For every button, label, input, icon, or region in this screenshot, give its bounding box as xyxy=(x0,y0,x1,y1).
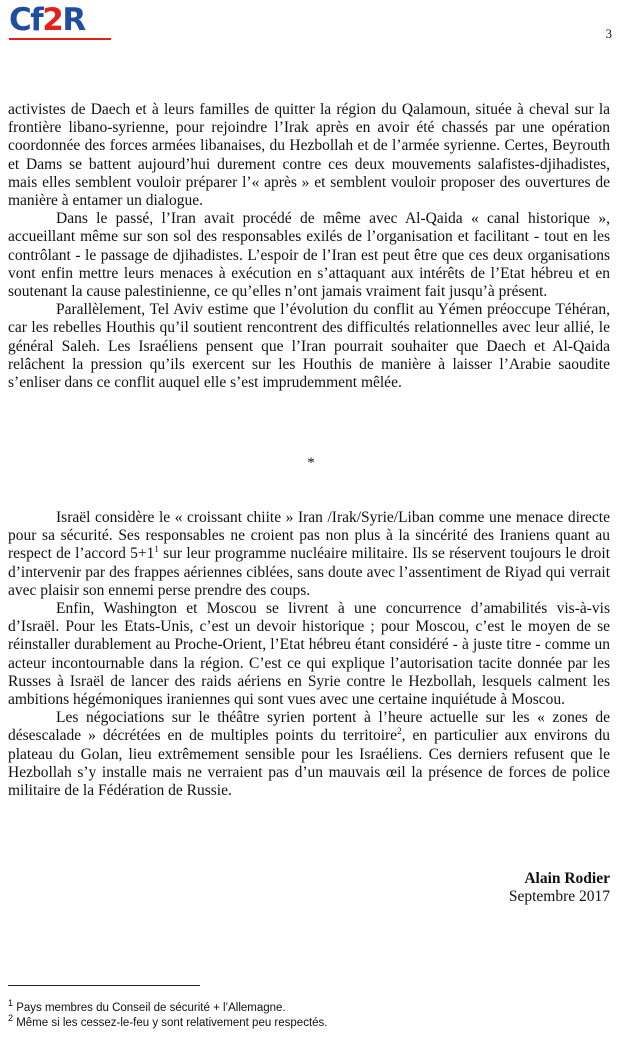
paragraph-text: Israël considère le « croissant chiite » Iran /Irak/Syrie/Liban comme une menace directe pour sa sécurité. Ses responsables ne croient pas non plus à la sincérité des Iraniens quant au respect de l’accord 5+1 xyxy=(8,509,610,563)
paragraph: activistes de Daech et à leurs familles de quitter la région du Qalamoun, située à cheval sur la frontière libano-syrienne, pour rejoindre l’Irak après en avoir été chassés par une opération coordonnée des forces armées libanaises, du Hezbollah et de l’armée syrienne. Certes, Beyrouth et Dams se battent aujourd’hui durement contre ces deux mouvements salafistes-djihadistes, mais elles semblent vouloir préparer l’« après » et semblent vouloir proposer des ouvertures de manière à entamer un dialogue. xyxy=(8,101,610,210)
signature xyxy=(509,870,610,906)
footnote-ref[interactable]: 1 xyxy=(154,544,159,555)
logo-text-cf: Cf xyxy=(9,2,43,38)
cf2r-logo xyxy=(9,2,111,38)
footnote-ref[interactable]: 2 xyxy=(397,726,402,737)
paragraph-text: Les négociations sur le théâtre syrien portent à l’heure actuelle sur les « zones de désescalade » décrétées en de multiples points du territoire xyxy=(8,709,610,745)
footnote-text: Pays membres du Conseil de sécurité + l’Allemagne. xyxy=(13,1002,286,1014)
paragraph: Parallèlement, Tel Aviv estime que l’évolution du conflit au Yémen préoccupe Téhéran, car les rebelles Houthis qu’il soutient rencontrent des difficultés relationnelles avec leur allié, le général Saleh. Les Israéliens pensent que l’Iran pourrait souhaiter que Daech et Al-Qaida relâchent la pression qu’ils exercent sur les Houthis de manière à laisser l’Arabie saoudite s’enliser dans ce conflit auquel elle s’est imprudemment mêlée. xyxy=(8,301,610,392)
footnote xyxy=(8,998,327,1016)
logo-text-2: 2 xyxy=(42,2,63,38)
logo-underline xyxy=(9,38,111,40)
footnotes xyxy=(8,998,328,1031)
signature-date: Septembre 2017 xyxy=(508,888,610,906)
footnote-divider xyxy=(8,985,200,986)
page-number: 3 xyxy=(605,26,612,41)
logo-text-r: R xyxy=(62,2,85,38)
paragraph: Dans le passé, l’Iran avait procédé de même avec Al-Qaida « canal historique », accueillant même sur son sol des responsables exilés de l’organisation et facilitant - tout en les contrôlant - le passage de djihadistes. L’espoir de l’Iran est peut être que ces deux organisations vont enfin mettre leurs menaces à exécution en s’attaquant aux intérêts de l’Etat hébreu et en soutenant la cause palestinienne, ce qu’elles n’ont jamais vraiment fait jusqu’à présent. xyxy=(8,210,610,301)
author-name: Alain Rodier xyxy=(524,870,610,887)
paragraph xyxy=(8,509,610,600)
footnote xyxy=(8,1013,328,1031)
footnote-text: Même si les cessez-le-feu y sont relativement peu respectés. xyxy=(13,1017,328,1029)
body-block-2 xyxy=(8,509,610,800)
paragraph: Enfin, Washington et Moscou se livrent à une concurrence d’amabilités vis-à-vis d’Israël. Pour les Etats-Unis, c’est un devoir historique ; pour Moscou, c’est le moyen de se réinstaller durablement au Proche-Orient, l’Etat hébreu étant considéré - à juste titre - comme un acteur incontournable dans la région. C’est ce qui explique l’autorisation tacite donnée par les Russes à Israël de lancer des raids aériens en Syrie contre le Hezbollah, lesquels calment les ambitions hégémoniques iraniennes qui sont vues avec une certaine inquiétude à Moscou. xyxy=(8,600,610,709)
footnote-number: 1 xyxy=(8,998,14,1009)
paragraph xyxy=(8,709,610,800)
paragraph-text: , en particulier aux environs du plateau du Golan, lieu extrêmement sensible pour les Israéliens. Ces derniers refusent que le Hezbollah s’y installe mais ne verraient pas d’un mauvais œil la présence de forces de police militaire de la Fédération de Russie. xyxy=(8,727,610,800)
section-separator: * xyxy=(307,455,315,471)
footnote-number: 2 xyxy=(8,1013,14,1024)
body-block-1 xyxy=(8,101,610,392)
paragraph-text: sur leur programme nucléaire militaire. Ils se réservent toujours le droit d’intervenir par des frappes aériennes ciblées, sans doute avec l’assentiment de Riyad qui verrait avec plaisir son ennemi perse prendre des coups. xyxy=(8,545,610,599)
